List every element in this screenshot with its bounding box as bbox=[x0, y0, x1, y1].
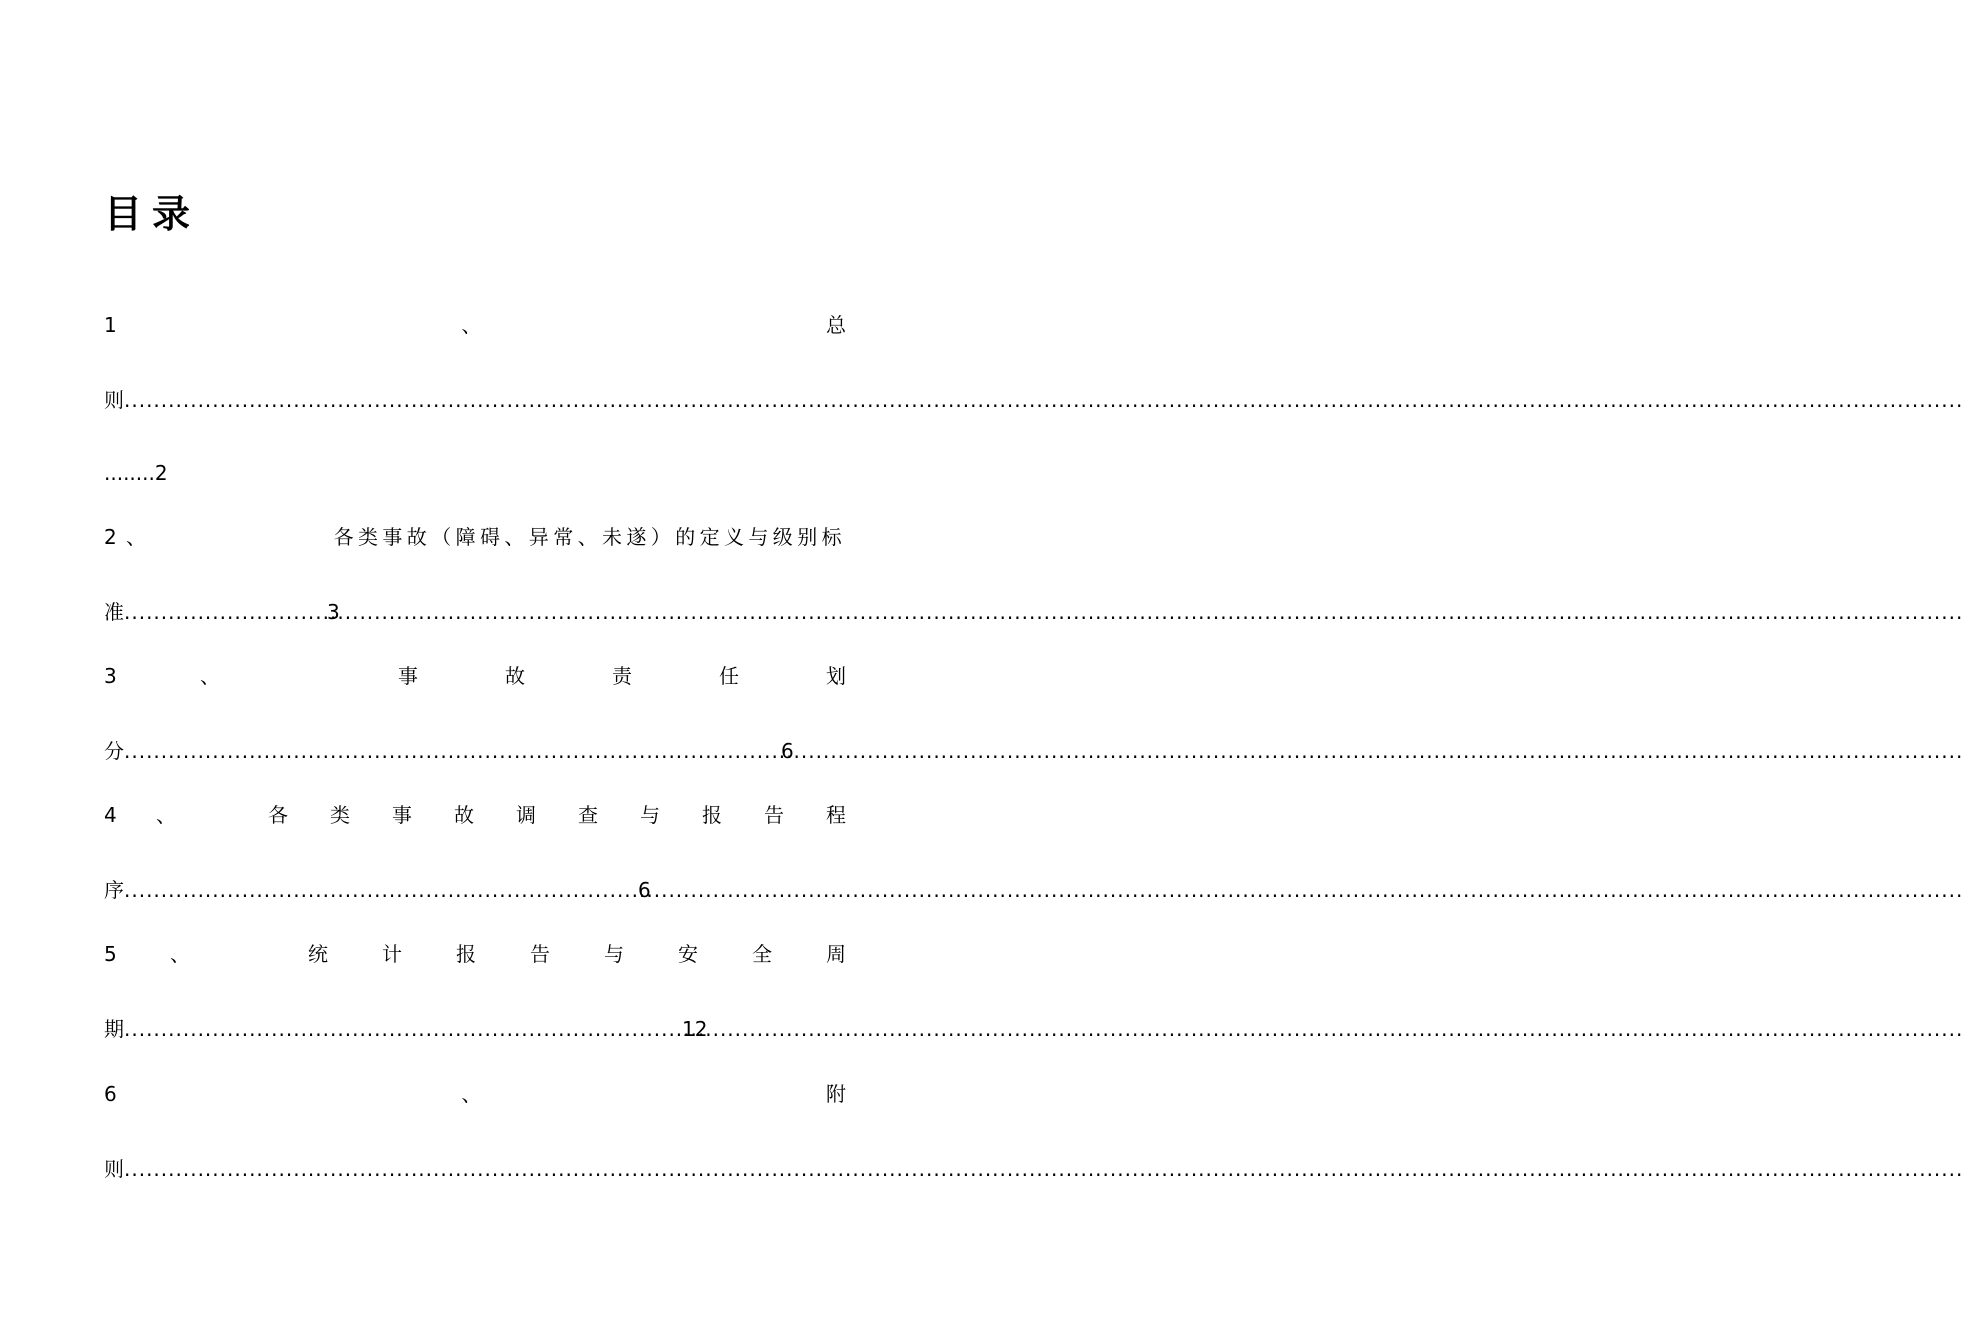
toc-entry-page: 3 bbox=[327, 600, 340, 624]
toc-entry-1-line-3[interactable] bbox=[104, 459, 846, 487]
toc-entry-number: 3 bbox=[104, 664, 117, 688]
toc-entry-title-part: 附 bbox=[825, 1082, 846, 1106]
toc-entry-4-line-2[interactable] bbox=[104, 876, 846, 904]
toc-entry-separator: 、 bbox=[170, 942, 190, 966]
toc-entry-2-line-1[interactable] bbox=[104, 523, 846, 551]
toc-entry-5-line-1[interactable] bbox=[104, 940, 900, 968]
toc-entry-page: 6 bbox=[638, 878, 651, 902]
toc-leader-dots bbox=[124, 386, 1963, 414]
toc-entry-number: 4 bbox=[104, 803, 117, 827]
toc-leader-dots bbox=[124, 1015, 682, 1043]
document-page bbox=[0, 0, 950, 1344]
toc-entry-page: 2 bbox=[154, 461, 168, 485]
toc-entry-separator: 、 bbox=[126, 525, 146, 549]
toc-entry-title-part: 统计报告与安全周 bbox=[308, 942, 900, 966]
toc-entry-title-part: 期 bbox=[104, 1017, 124, 1041]
toc-entry-title-part: 事故责任划 bbox=[398, 664, 933, 688]
page-title: 目录 bbox=[104, 192, 201, 236]
toc-leader-dots bbox=[124, 1155, 1963, 1183]
toc-entry-separator: 、 bbox=[156, 803, 176, 827]
toc-entry-1-line-1[interactable] bbox=[104, 311, 846, 339]
toc-entry-title-part: 准 bbox=[104, 600, 124, 624]
toc-entry-separator: 、 bbox=[461, 313, 482, 337]
toc-entry-number: 6 bbox=[104, 1082, 117, 1106]
toc-entry-6-line-2[interactable] bbox=[104, 1155, 846, 1183]
toc-entry-page: 6 bbox=[781, 739, 794, 763]
toc-entry-separator: 、 bbox=[200, 664, 220, 688]
toc-entry-page: 12 bbox=[682, 1017, 708, 1041]
toc-entry-title-part: 则 bbox=[104, 388, 124, 412]
toc-leader-dots bbox=[124, 876, 638, 904]
toc-leader-dots bbox=[124, 737, 781, 765]
toc-entry-2-line-2[interactable] bbox=[104, 598, 846, 626]
toc-entry-6-line-1[interactable] bbox=[104, 1080, 846, 1108]
toc-entry-title-part: 各类事故（障碍、异常、未遂）的定义与级别标 bbox=[333, 525, 846, 549]
toc-leader-dots bbox=[124, 598, 327, 626]
toc-entry-3-line-2[interactable] bbox=[104, 737, 846, 765]
toc-entry-number: 2 bbox=[104, 525, 117, 549]
toc-entry-title-part: 总 bbox=[825, 313, 846, 337]
toc-leader-dots: ........ bbox=[104, 461, 155, 485]
toc-entry-4-line-1[interactable] bbox=[104, 801, 888, 829]
toc-entry-title-part: 分 bbox=[104, 739, 124, 763]
toc-entry-title-part: 各类事故调查与报告程 bbox=[268, 803, 888, 827]
toc-entry-number: 5 bbox=[104, 942, 117, 966]
toc-entry-3-line-1[interactable] bbox=[104, 662, 933, 690]
toc-entry-1-line-2[interactable] bbox=[104, 386, 846, 414]
toc-entry-number: 1 bbox=[104, 313, 117, 337]
toc-entry-separator: 、 bbox=[461, 1082, 482, 1106]
toc-entry-5-line-2[interactable] bbox=[104, 1015, 846, 1043]
toc-entry-title-part: 则 bbox=[104, 1157, 124, 1181]
toc-entry-title-part: 序 bbox=[104, 878, 124, 902]
